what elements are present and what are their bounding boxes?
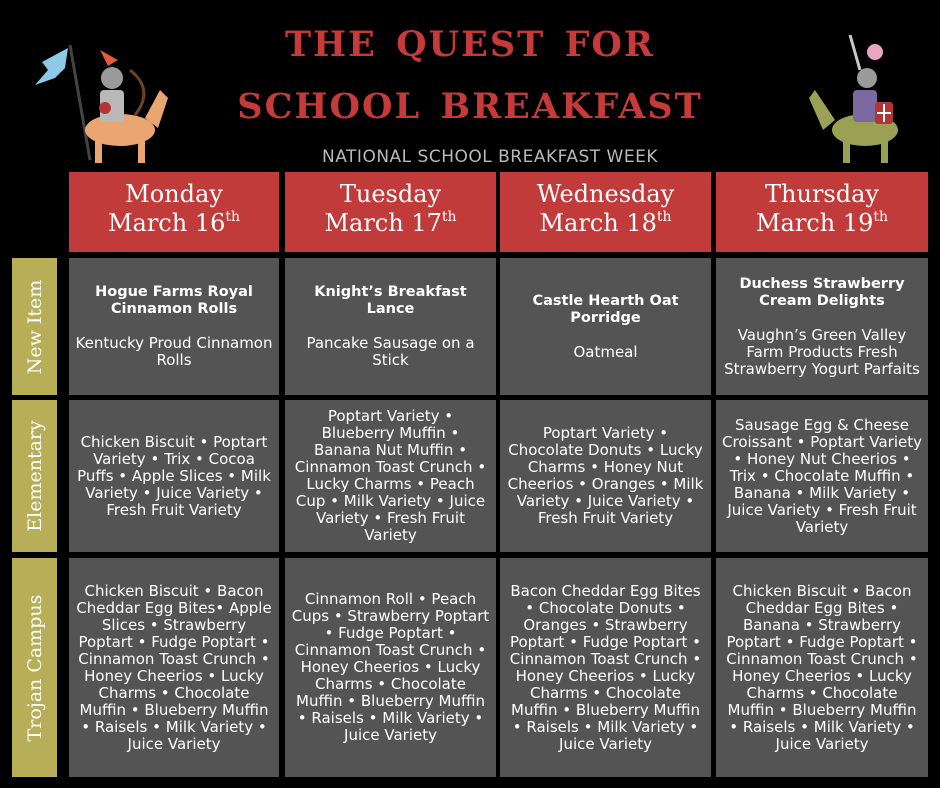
day-name: Monday bbox=[125, 180, 223, 208]
elementary-cell-tuesday bbox=[285, 400, 496, 552]
menu-items: Chicken Biscuit • Poptart Variety • Trix • Cocoa Puffs • Apple Slices • Milk Variety • Juice Variety • Fresh Fruit Variety bbox=[77, 432, 271, 519]
new-item-description: Oatmeal bbox=[573, 342, 638, 361]
new-item-cell-wednesday bbox=[500, 258, 711, 395]
elementary-cell-thursday bbox=[716, 400, 928, 552]
new-item-name: Castle Hearth Oat Porridge bbox=[532, 292, 679, 326]
new-item-description: Vaughn’s Green Valley Farm Products Fresh Strawberry Yogurt Parfaits bbox=[724, 325, 920, 378]
new-item-description: Kentucky Proud Cinnamon Rolls bbox=[75, 334, 273, 369]
day-date: March 18th bbox=[539, 209, 672, 237]
elementary-cell-wednesday bbox=[500, 400, 711, 552]
knight-sword-icon bbox=[805, 30, 920, 165]
day-header-monday bbox=[69, 172, 279, 252]
new-item-name: Duchess Strawberry Cream Delights bbox=[739, 275, 905, 309]
trojan-cell-tuesday bbox=[285, 558, 496, 777]
day-name: Tuesday bbox=[339, 180, 442, 208]
menu-items: Sausage Egg & Cheese Croissant • Poptart Variety • Honey Nut Cheerios • Trix • Chocolate Muffin • Banana • Milk Variety • Juice Variety • Fresh Fruit Variety bbox=[722, 415, 922, 536]
day-name: Wednesday bbox=[536, 180, 675, 208]
day-header-thursday bbox=[716, 172, 928, 252]
row-label-trojan-campus: Trojan Campus bbox=[12, 558, 57, 777]
row-label-elementary: Elementary bbox=[12, 400, 57, 552]
page-title-line-1: the quest for bbox=[284, 9, 656, 68]
new-item-name: Hogue Farms Royal Cinnamon Rolls bbox=[95, 284, 253, 317]
new-item-cell-tuesday bbox=[285, 258, 496, 395]
menu-items: Chicken Biscuit • Bacon Cheddar Egg Bites • Banana • Strawberry Poptart • Fudge Poptart • Cinnamon Toast Crunch • Honey Cheerios • Lucky Charms • Chocolate Muffin • Blueberry Muffin • Raisels • Milk Variety • Juice Variety bbox=[726, 581, 918, 753]
day-date: March 16th bbox=[107, 209, 241, 237]
day-name: Thursday bbox=[765, 180, 879, 208]
menu-items: Bacon Cheddar Egg Bites • Chocolate Donuts • Oranges • Strawberry Poptart • Fudge Poptart • Cinnamon Toast Crunch • Honey Cheerios • Lucky Charms • Chocolate Muffin • Blueberry Muffin • Raisels • Milk Variety • Juice Variety bbox=[509, 581, 702, 753]
new-item-cell-thursday bbox=[716, 258, 928, 395]
knight-archer-icon bbox=[30, 30, 170, 165]
page-title-line-2: school breakfast bbox=[237, 71, 703, 130]
trojan-cell-monday bbox=[69, 558, 279, 777]
menu-items: Poptart Variety • Blueberry Muffin • Banana Nut Muffin • Cinnamon Toast Crunch • Lucky Charms • Peach Cup • Milk Variety • Juice Variety • Fresh Fruit Variety bbox=[294, 407, 487, 544]
day-date: March 17th bbox=[324, 209, 457, 237]
elementary-cell-monday bbox=[69, 400, 279, 552]
new-item-cell-monday bbox=[69, 258, 279, 395]
trojan-cell-thursday bbox=[716, 558, 928, 777]
new-item-description: Pancake Sausage on a Stick bbox=[306, 334, 475, 369]
day-header-tuesday bbox=[285, 172, 496, 252]
menu-items: Chicken Biscuit • Bacon Cheddar Egg Bites• Apple Slices • Strawberry Poptart • Fudge Poptart • Cinnamon Toast Crunch • Honey Cheerios • Lucky Charms • Chocolate Muffin • Blueberry Muffin • Raisels • Milk Variety • Juice Variety bbox=[76, 581, 272, 753]
menu-items: Poptart Variety • Chocolate Donuts • Lucky Charms • Honey Nut Cheerios • Oranges • Milk Variety • Juice Variety • Fresh Fruit Variety bbox=[507, 424, 704, 527]
new-item-name: Knight’s Breakfast Lance bbox=[314, 284, 467, 317]
menu-items: Cinnamon Roll • Peach Cups • Strawberry Poptart • Fudge Poptart • Cinnamon Toast Crunch • Honey Cheerios • Lucky Charms • Chocolate Muffin • Blueberry Muffin • Raisels • Milk Variety • Juice Variety bbox=[291, 590, 490, 744]
day-header-wednesday bbox=[500, 172, 711, 252]
day-date: March 19th bbox=[755, 209, 889, 237]
row-label-new-item: New Item bbox=[12, 258, 57, 395]
trojan-cell-wednesday bbox=[500, 558, 711, 777]
page-subtitle: NATIONAL SCHOOL BREAKFAST WEEK bbox=[322, 147, 658, 167]
